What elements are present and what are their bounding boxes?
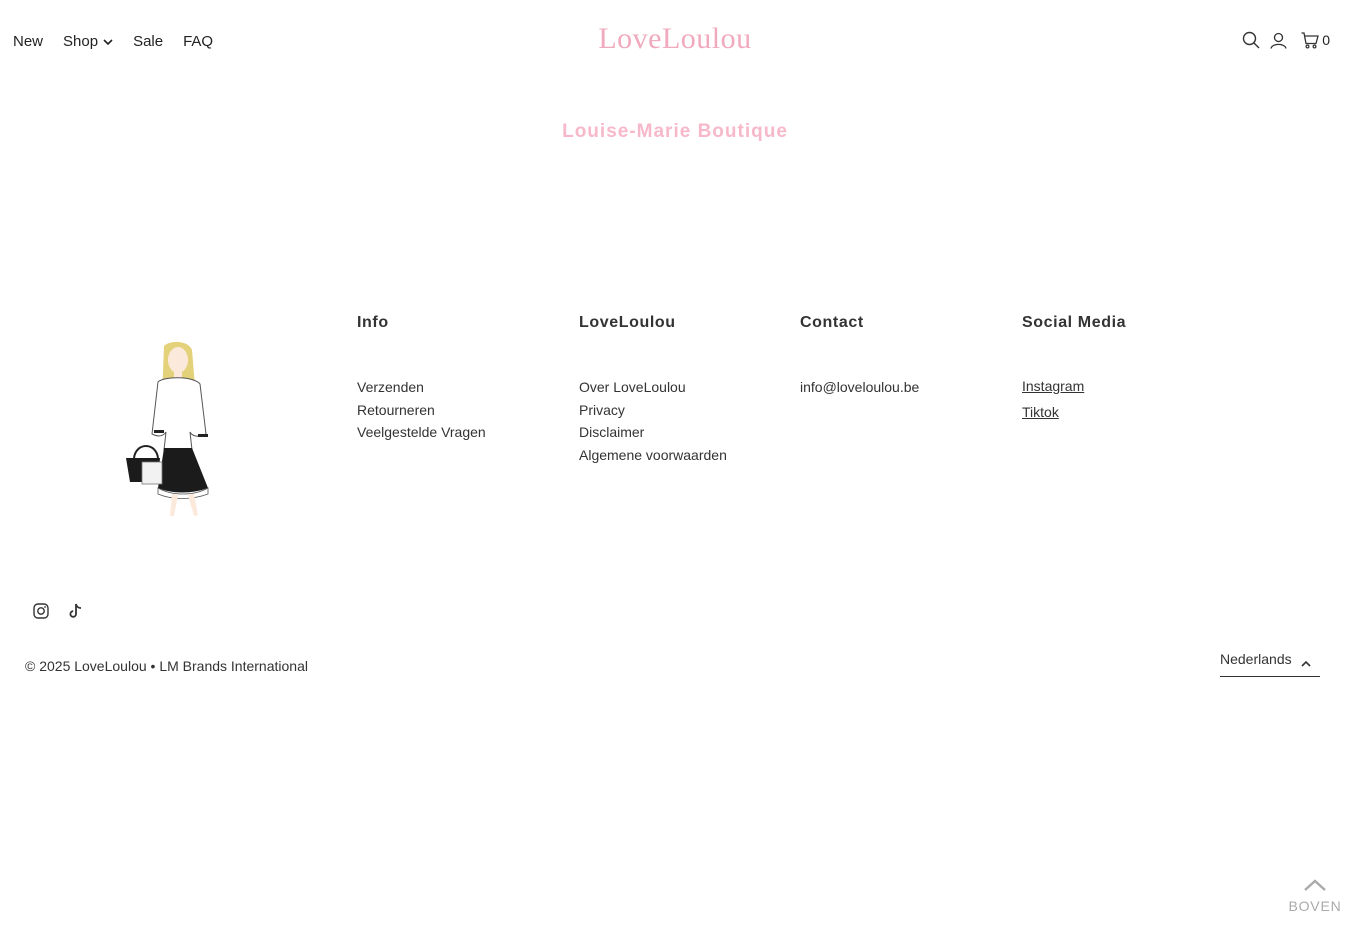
header-actions	[1232, 31, 1330, 49]
social-icons	[33, 603, 103, 619]
footer-col-loveloulou	[579, 314, 789, 466]
footer-link-privacy[interactable]: Privacy	[579, 401, 625, 418]
chevron-up-icon	[1301, 654, 1311, 672]
language-label: Nederlands	[1220, 651, 1292, 667]
footer-link-disclaimer[interactable]: Disclaimer	[579, 424, 645, 440]
nav-label: Shop	[63, 33, 99, 50]
footer-link-instagram[interactable]: Instagram	[1022, 378, 1085, 394]
search-icon[interactable]	[1242, 31, 1260, 49]
footer-link-about[interactable]: Over LoveLoulou	[579, 379, 686, 395]
language-selector[interactable]	[1220, 651, 1320, 677]
arrow-up-icon	[1303, 878, 1327, 892]
footer-link-email[interactable]: info@loveloulou.be	[800, 379, 920, 395]
site-logo[interactable]: LoveLoulou	[598, 22, 752, 55]
instagram-icon[interactable]	[33, 603, 49, 619]
nav-label: FAQ	[183, 33, 214, 50]
footer-col-contact	[800, 314, 1010, 399]
copyright: © 2025 LoveLoulou • LM Brands International	[25, 658, 308, 674]
fashion-illustration	[112, 338, 232, 518]
footer-col-title: Info	[357, 314, 389, 331]
footer-col-info	[357, 314, 567, 444]
boutique-title: Louise-Marie Boutique	[562, 121, 788, 142]
footer-link-retourneren[interactable]: Retourneren	[357, 401, 435, 418]
back-to-top-label: BOVEN	[1288, 898, 1342, 914]
site-header	[0, 0, 1350, 84]
footer-link-verzenden[interactable]: Verzenden	[357, 379, 424, 395]
footer-link-faq[interactable]: Veelgestelde Vragen	[357, 424, 486, 440]
cart-count: 0	[1322, 32, 1330, 48]
back-to-top-button[interactable]	[1284, 878, 1346, 914]
nav-label: New	[13, 33, 44, 50]
tiktok-icon[interactable]	[69, 603, 83, 619]
footer-col-title: Contact	[800, 314, 864, 331]
footer-link-terms[interactable]: Algemene voorwaarden	[579, 446, 727, 463]
cart-link[interactable]	[1301, 32, 1330, 49]
account-icon[interactable]	[1270, 32, 1287, 49]
footer-col-title: LoveLoulou	[579, 314, 676, 331]
nav-label: Sale	[133, 33, 164, 50]
footer-col-title: Social Media	[1022, 314, 1127, 331]
cart-icon	[1301, 32, 1319, 49]
footer-link-tiktok[interactable]: Tiktok	[1022, 404, 1059, 420]
footer-col-social	[1022, 314, 1232, 428]
